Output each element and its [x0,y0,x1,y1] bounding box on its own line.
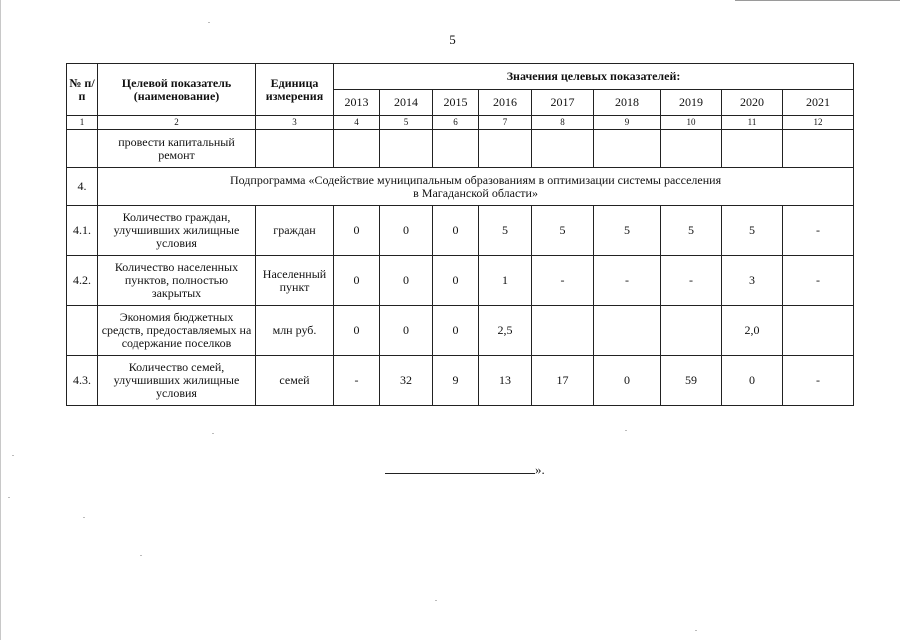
scan-speck [695,630,697,631]
value-cell: - [334,356,380,406]
indicator-cell: Количество населенных пунктов, полностью закрытых [98,256,256,306]
value-cell: 0 [722,356,783,406]
header-unit: Единица измерения [256,64,334,116]
value-cell: - [783,356,854,406]
table-row [67,206,854,256]
year-header: 2019 [661,90,722,116]
year-header: 2015 [433,90,479,116]
row-num-cell [67,130,98,168]
value-cell: 17 [532,356,594,406]
year-header: 2018 [594,90,661,116]
column-number: 12 [783,116,854,130]
value-cell [380,130,433,168]
value-cell: 5 [532,206,594,256]
scan-speck [8,497,10,498]
value-cell: 0 [334,306,380,356]
page-number: 5 [449,32,456,47]
scan-speck [83,517,85,518]
column-number: 5 [380,116,433,130]
column-number: 6 [433,116,479,130]
target-indicators-table [66,63,854,406]
value-cell [594,130,661,168]
unit-cell: граждан [256,206,334,256]
scan-speck [208,22,210,23]
indicator-cell: Количество граждан, улучшивших жилищные условия [98,206,256,256]
indicator-cell: Количество семей, улучшивших жилищные условия [98,356,256,406]
column-number: 3 [256,116,334,130]
value-cell: 2,5 [479,306,532,356]
indicator-cell: Экономия бюджетных средств, предоставляемых на содержание поселков [98,306,256,356]
value-cell: 0 [594,356,661,406]
row-num-cell: 4.1. [67,206,98,256]
year-header: 2016 [479,90,532,116]
value-cell [661,306,722,356]
indicator-cell: провести капитальный ремонт [98,130,256,168]
value-cell: 0 [334,206,380,256]
scan-speck [12,455,14,456]
subprogram-title-line1: Подпрограмма «Содействие муниципальным образованиям в оптимизации системы расселения [229,172,722,187]
scan-speck [140,555,142,556]
value-cell [783,306,854,356]
value-cell: 3 [722,256,783,306]
scan-speck [212,433,214,434]
value-cell [334,130,380,168]
header-values-group: Значения целевых показателей: [334,64,854,90]
left-edge-line [0,0,1,640]
table-row [67,256,854,306]
value-cell: 0 [380,306,433,356]
scan-speck [435,600,437,601]
value-cell: 5 [661,206,722,256]
value-cell: 0 [380,206,433,256]
value-cell [479,130,532,168]
table-row-continued [67,130,854,168]
unit-cell: Населенный пункт [256,256,334,306]
value-cell: 0 [334,256,380,306]
subprogram-row [67,168,854,206]
row-num-cell: 4.3. [67,356,98,406]
value-cell: 13 [479,356,532,406]
year-header: 2021 [783,90,854,116]
year-header: 2014 [380,90,433,116]
column-number: 11 [722,116,783,130]
column-number: 4 [334,116,380,130]
value-cell: - [532,256,594,306]
row-num-cell: 4.2. [67,256,98,306]
closing-quote: ». [535,462,545,477]
value-cell: 5 [722,206,783,256]
value-cell: - [783,206,854,256]
signature-underline [385,463,535,474]
value-cell: 5 [479,206,532,256]
value-cell: - [783,256,854,306]
value-cell: 0 [433,306,479,356]
value-cell [722,130,783,168]
column-number: 7 [479,116,532,130]
column-number: 1 [67,116,98,130]
subprogram-num: 4. [67,168,98,206]
value-cell: 0 [433,256,479,306]
value-cell: 2,0 [722,306,783,356]
value-cell: 5 [594,206,661,256]
column-number: 8 [532,116,594,130]
value-cell [532,130,594,168]
value-cell: 0 [433,206,479,256]
value-cell: - [594,256,661,306]
table-row [67,306,854,356]
value-cell: 32 [380,356,433,406]
value-cell: - [661,256,722,306]
value-cell [783,130,854,168]
value-cell [433,130,479,168]
value-cell: 1 [479,256,532,306]
value-cell: 9 [433,356,479,406]
top-edge-line [735,0,900,1]
scan-speck [625,430,627,431]
value-cell: 0 [380,256,433,306]
year-header: 2020 [722,90,783,116]
column-number: 10 [661,116,722,130]
header-indicator: Целевой показатель (наименование) [98,64,256,116]
value-cell: 59 [661,356,722,406]
unit-cell [256,130,334,168]
unit-cell: млн руб. [256,306,334,356]
closing-line [385,462,545,478]
value-cell [532,306,594,356]
header-num: № п/п [67,64,98,116]
row-num-cell [67,306,98,356]
column-number: 2 [98,116,256,130]
year-header: 2017 [532,90,594,116]
column-number: 9 [594,116,661,130]
year-header: 2013 [334,90,380,116]
value-cell [594,306,661,356]
subprogram-title-line2: в Магаданской области» [413,185,538,200]
subprogram-title [98,168,854,206]
value-cell [661,130,722,168]
unit-cell: семей [256,356,334,406]
table-row [67,356,854,406]
